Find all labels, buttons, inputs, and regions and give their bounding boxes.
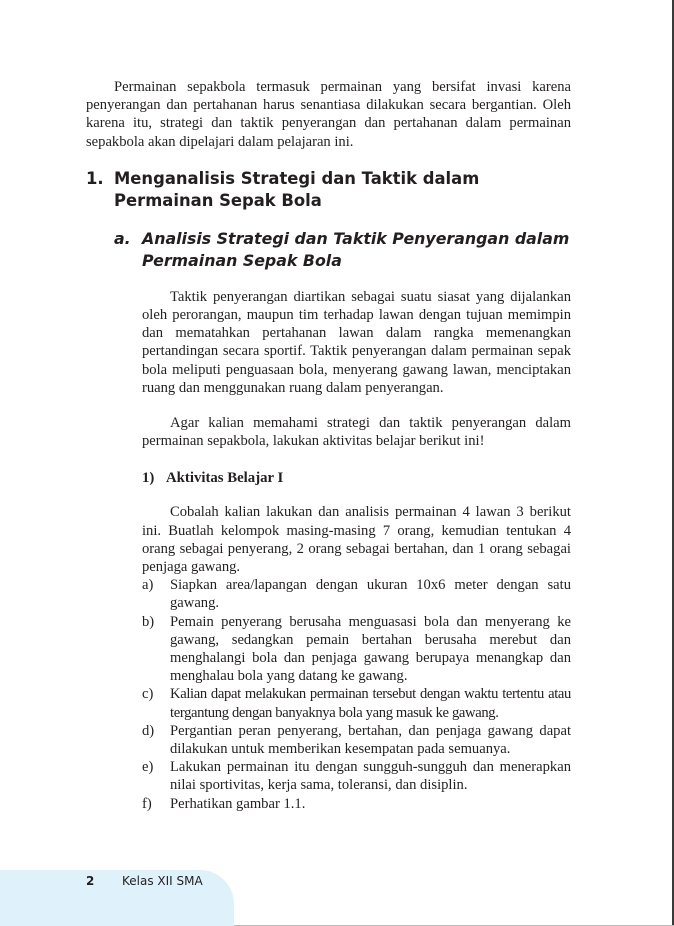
activity-heading (142, 469, 571, 487)
list-item (142, 795, 571, 813)
list-item-label: f) (142, 795, 152, 812)
subsection-title: Analisis Strategi dan Taktik Penyerangan dalam Permainan Sepak Bola (142, 228, 570, 270)
subsection-letter: a. (114, 228, 131, 248)
subsection-heading (114, 228, 571, 272)
list-item-text: Lakukan permainan itu dengan sungguh-sungguh dan menerapkan nilai sportivitas, kerja sama, toleransi, dan disiplin. (170, 759, 571, 794)
activity-number: 1) (142, 470, 155, 487)
list-item-label: a) (142, 577, 154, 594)
list-item-label: d) (142, 722, 155, 739)
section-title: Menganalisis Strategi dan Taktik dalam Permainan Sepak Bola (114, 168, 480, 210)
subsection-body (142, 288, 571, 813)
list-item-text: Perhatikan gambar 1.1. (170, 795, 306, 812)
list-item-text: Pergantian peran penyerang, bertahan, dan penjaga gawang dapat dilakukan untuk memberikan kesempatan pada semuanya. (170, 722, 571, 758)
section-heading (86, 168, 571, 212)
page-content (86, 78, 571, 813)
list-item-text: Kalian dapat melakukan permainan tersebut dengan waktu tertentu atau tergantung dengan banyaknya bola yang masuk ke gawang. (170, 686, 571, 721)
list-item (142, 613, 571, 686)
intro-paragraph: Permainan sepakbola termasuk permainan yang bersifat invasi karena penyerangan dan pertahanan harus senantiasa dilakukan secara bergantian. Oleh karena itu, strategi dan taktik penyerangan dan pertahanan dalam permainan sepakbola akan dipelajari dalam pelajaran ini. (86, 79, 571, 150)
page-number: 2 (86, 874, 95, 888)
list-item (142, 685, 571, 721)
list-item (142, 722, 571, 758)
activity-title: Aktivitas Belajar I (166, 470, 284, 487)
section-number: 1. (86, 168, 104, 188)
list-item-label: e) (142, 759, 154, 776)
list-item-text: Siapkan area/lapangan dengan ukuran 10x6 meter dengan satu gawang. (170, 577, 571, 612)
list-item-text: Pemain penyerang berusaha menguasasi bola dan menyerang ke gawang, sedangkan pemain bertahan berusaha merebut dan menghalangi bola dan penjaga gawang berupaya menangkap dan menghalau bola yang datang ke gawang. (170, 613, 571, 685)
book-label: Kelas XII SMA (122, 874, 203, 888)
activity-steps-list (142, 576, 571, 813)
list-item (142, 758, 571, 794)
activity-instructions-paragraph: Cobalah kalian lakukan dan analisis permainan 4 lawan 3 berikut ini. Buatlah kelompok masing-masing 7 orang, kemudian tentukan 4 orang sebagai penyerang, 2 orang sebagai bertahan, dan 1 orang sebagai penjaga gawang. (142, 504, 571, 576)
activity-intro-paragraph: Agar kalian memahami strategi dan taktik penyerangan dalam permainan sepakbola, lakukan aktivitas belajar berikut ini! (142, 415, 571, 450)
list-item-label: b) (142, 613, 155, 630)
tactic-definition-paragraph: Taktik penyerangan diartikan sebagai suatu siasat yang dijalankan oleh perorangan, maupun tim terhadap lawan dengan tujuan memimpin dan mematahkan pertahanan lawan dalam rangka memenangkan pertandingan secara sportif. Taktik penyerangan dalam permainan sepak bola meliputi penguasaan bola, menyerang gawang lawan, menciptakan ruang dan menggunakan ruang dalam penyerangan. (142, 288, 571, 396)
list-item (142, 576, 571, 612)
list-item-label: c) (142, 686, 154, 703)
